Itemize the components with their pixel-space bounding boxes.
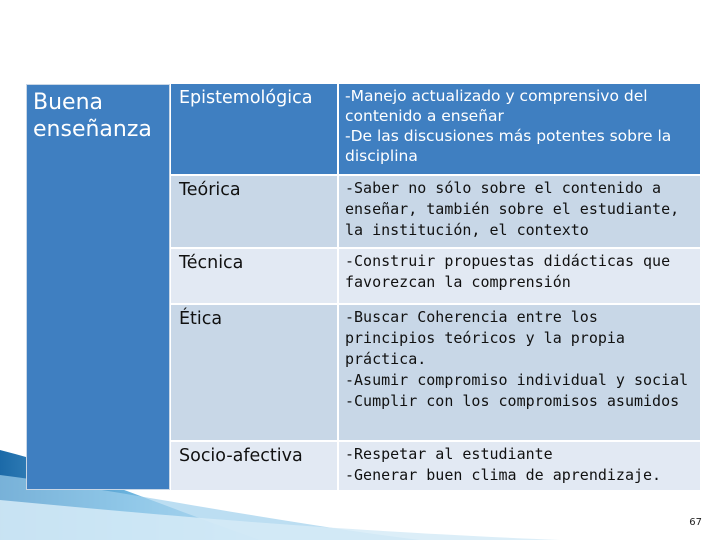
row-label: Epistemológica bbox=[171, 84, 339, 174]
row-label: Socio-afectiva bbox=[171, 442, 339, 490]
row-description: -Manejo actualizado y comprensivo del contenido a enseñar -De las discusiones más potentes sobre la disciplina bbox=[345, 87, 672, 165]
left-header-cell bbox=[26, 84, 170, 490]
row-label: Técnica bbox=[171, 249, 339, 303]
table-row bbox=[171, 442, 700, 490]
row-description: -Construir propuestas didácticas que favorezcan la comprensión bbox=[345, 252, 671, 291]
row-description: -Respetar al estudiante -Generar buen clima de aprendizaje. bbox=[345, 445, 662, 484]
table-row bbox=[171, 176, 700, 249]
content-table bbox=[171, 84, 700, 490]
table-row bbox=[171, 84, 700, 176]
left-header-text: Buena enseñanza bbox=[33, 90, 152, 142]
table-row bbox=[171, 305, 700, 442]
row-description: -Buscar Coherencia entre los principios teóricos y la propia práctica. -Asumir compromiso individual y social -Cumplir con los compromisos asumidos bbox=[345, 308, 689, 410]
row-label: Ética bbox=[171, 305, 339, 440]
row-label: Teórica bbox=[171, 176, 339, 247]
table-row bbox=[171, 249, 700, 305]
row-description: -Saber no sólo sobre el contenido a enseñar, también sobre el estudiante, la institución, el contexto bbox=[345, 179, 680, 239]
page-number: 67 bbox=[689, 517, 702, 528]
